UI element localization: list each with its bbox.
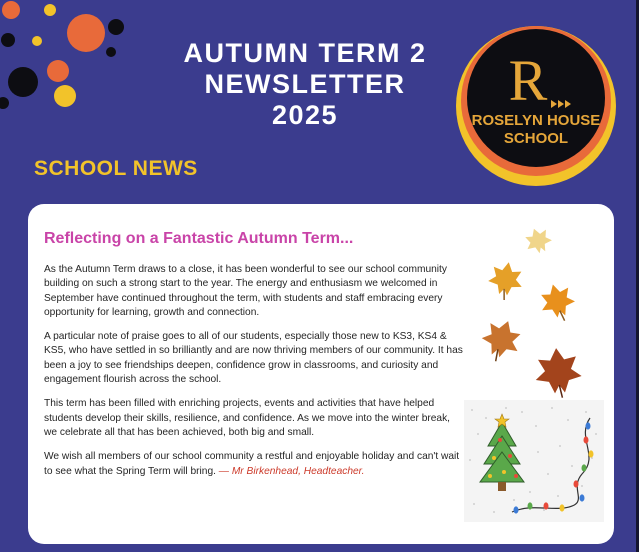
school-name-line: SCHOOL	[503, 130, 569, 147]
leaf-icon	[536, 280, 577, 321]
leaf-icon	[486, 259, 525, 297]
orange-dot	[67, 14, 105, 52]
closing-text: We wish all members of our school community a restful and enjoyable holiday and can't wait to see what the Spring Term will bring.	[44, 451, 460, 477]
logo-letter: R	[508, 48, 548, 113]
decorative-dots	[0, 0, 140, 120]
orange-dot	[2, 1, 20, 19]
signature: — Mr Birkenhead, Headteacher.	[218, 465, 365, 477]
black-dot	[8, 67, 38, 97]
article-title: Reflecting on a Fantastic Autumn Term...	[44, 230, 354, 247]
black-dot	[106, 47, 116, 57]
orange-dot	[47, 60, 69, 82]
leaf-icon	[522, 224, 555, 256]
black-dot	[108, 19, 124, 35]
leaf-icon	[478, 315, 526, 363]
newsletter-title	[160, 38, 450, 131]
title-line: AUTUMN TERM 2	[183, 38, 427, 68]
school-logo	[448, 26, 624, 190]
yellow-dot	[32, 36, 42, 46]
news-card	[28, 204, 614, 544]
title-line: NEWSLETTER	[204, 69, 406, 99]
article-paragraph: As the Autumn Term draws to a close, it has been wonderful to see our school community building on such a strong start to the year. The energy and enthusiasm we welcomed in September have continued throughout the term, with students and staff embracing every opportunity for learning, growth and connection.	[44, 264, 447, 318]
section-heading: SCHOOL NEWS	[34, 157, 198, 180]
article-paragraph: A particular note of praise goes to all of our students, especially those new to KS3, KS4 & KS5, who have settled in so brilliantly and are now thriving members of our community. It has been a joy to see friendships deepen, confidence grow in classrooms, and curiosity and engagement flourish across the school.	[44, 331, 463, 386]
yellow-dot	[54, 85, 76, 107]
article-body	[44, 263, 464, 489]
title-line: 2025	[271, 100, 339, 130]
autumn-leaves-icon	[478, 220, 614, 400]
article-closing	[44, 450, 464, 479]
black-dot	[1, 33, 15, 47]
leaf-icon	[533, 346, 583, 395]
article-paragraph: This term has been filled with enriching projects, events and activities that have helped students develop their skills, resilience, and confidence. As we move into the winter break, we celebrate all that has been achieved, both big and small.	[44, 398, 451, 438]
christmas-illustration	[464, 400, 604, 522]
school-name	[468, 112, 604, 148]
school-name-line: ROSELYN HOUSE	[471, 112, 601, 129]
black-dot	[0, 97, 9, 109]
yellow-dot	[44, 4, 56, 16]
